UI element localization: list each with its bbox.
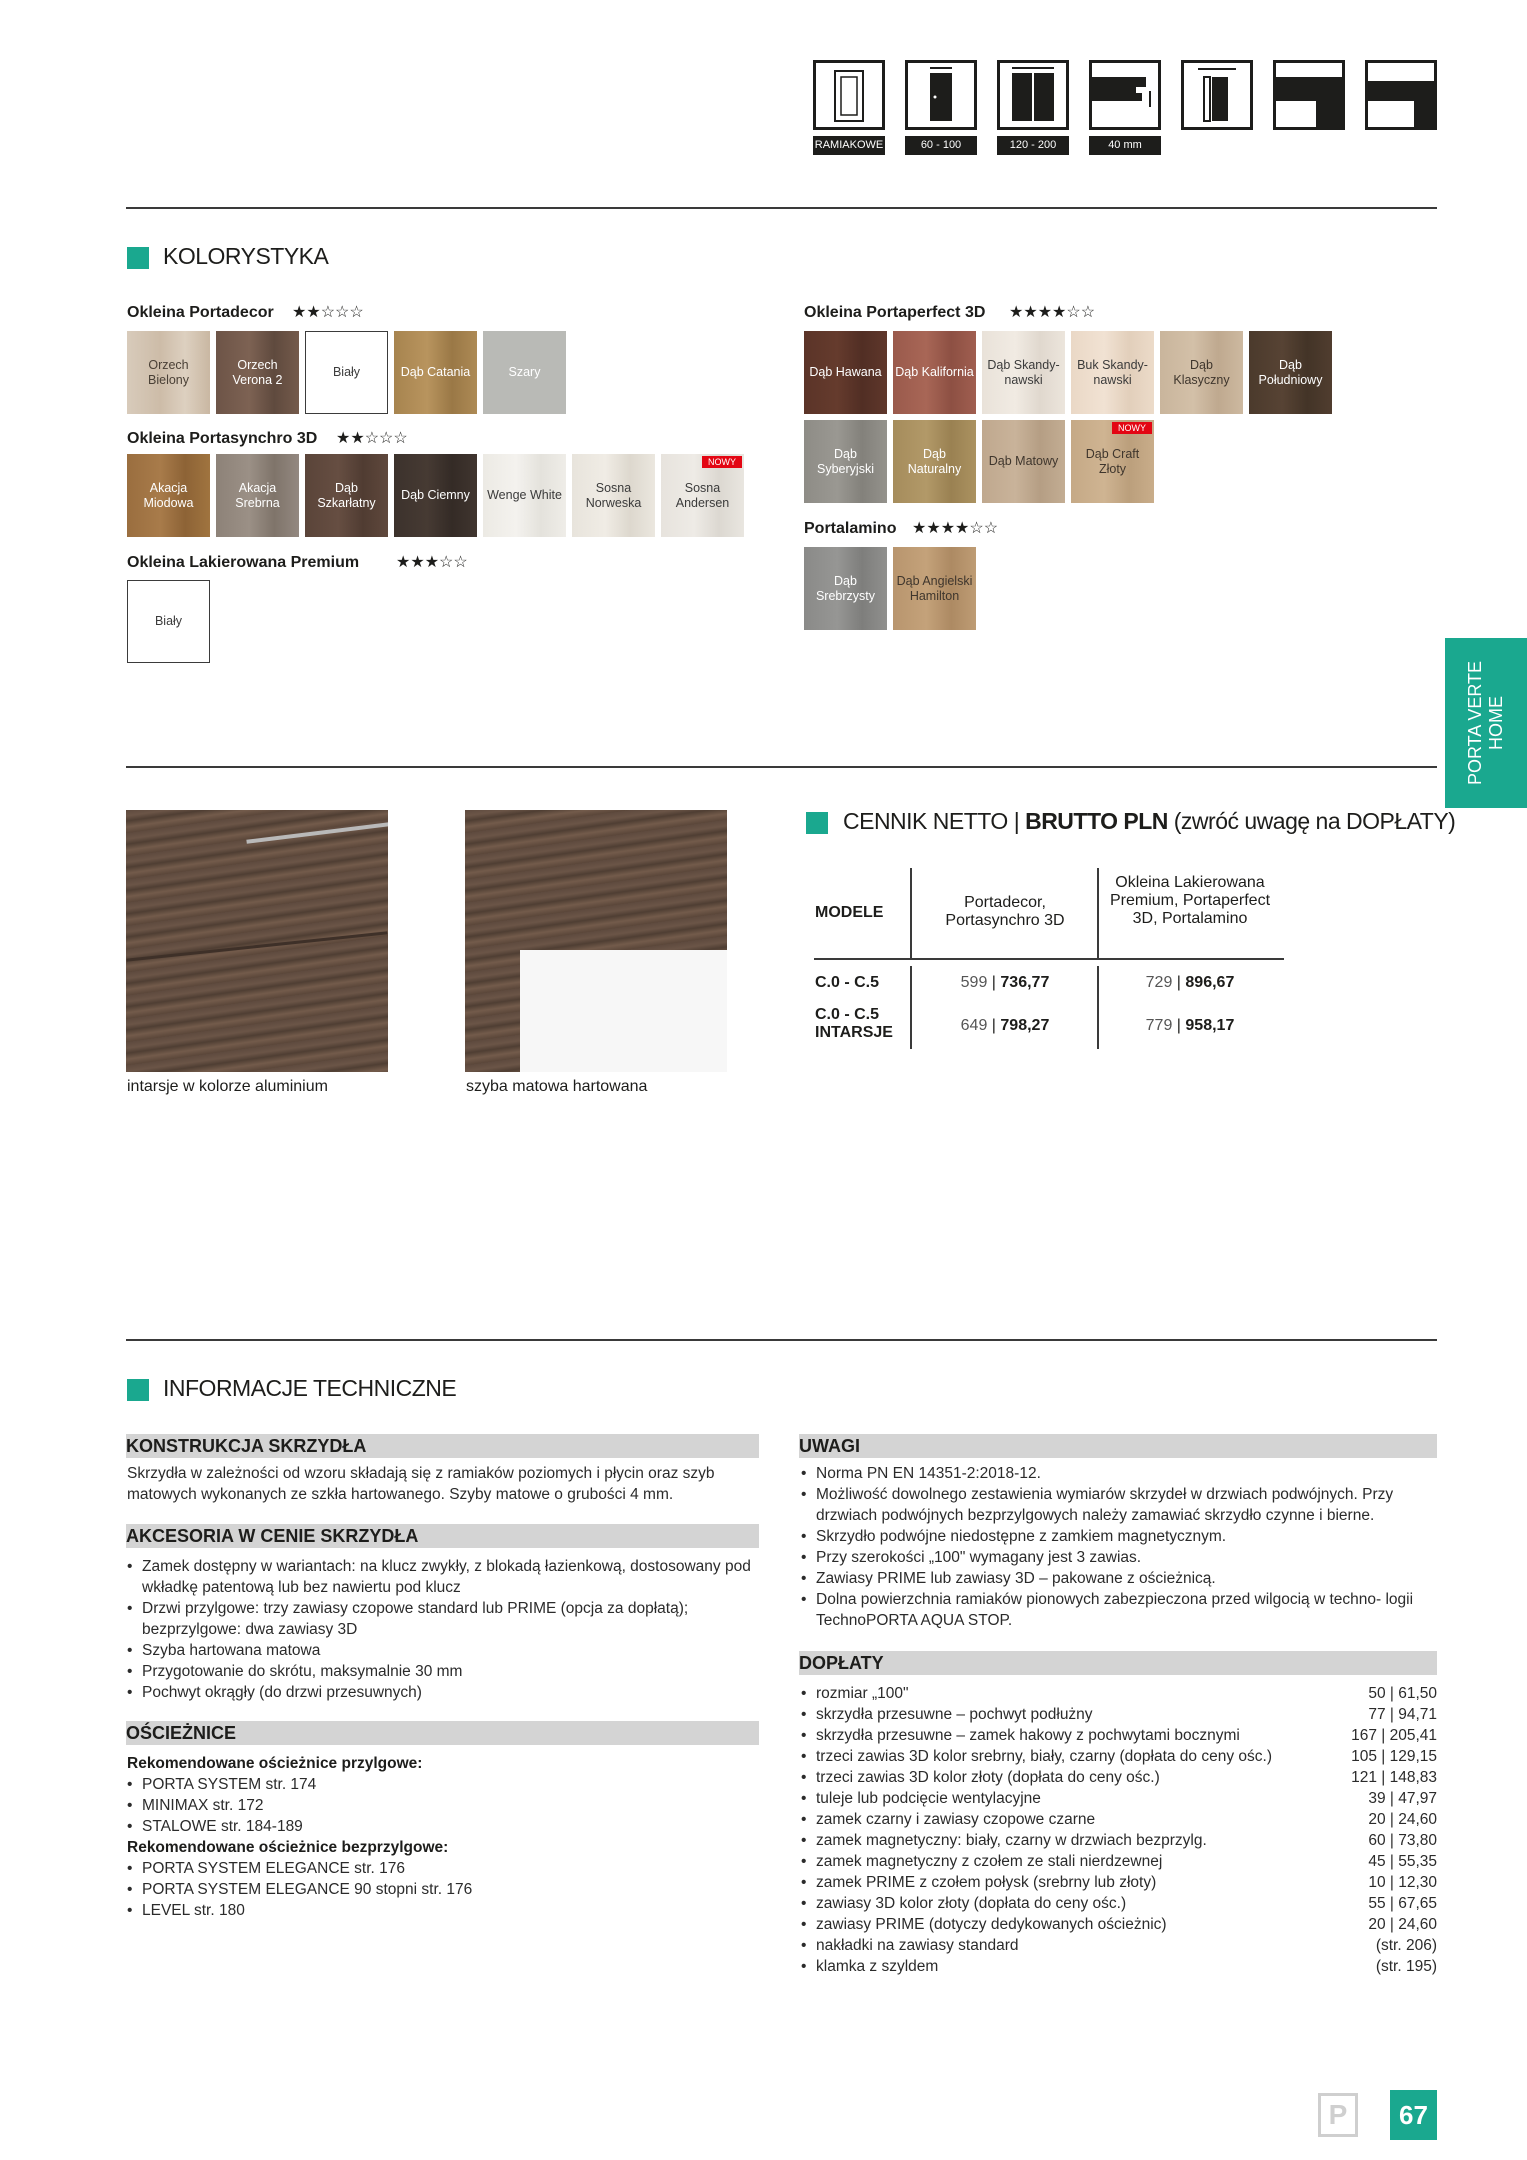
surcharge-price: 121 | 148,83 [1351, 1769, 1437, 1786]
surcharge-label: • zamek PRIME z czołem połysk (srebrny lub złoty) [816, 1874, 1157, 1891]
swatch-sosna-andersen[interactable] [661, 454, 744, 537]
bar-konstrukcja [126, 1434, 759, 1458]
price-netto: 729 [1145, 974, 1173, 991]
bar-label: OŚCIEŻNICE [126, 1723, 237, 1743]
section-title-kolorystyka: KOLORYSTYKA [163, 243, 329, 269]
swatch-label: Dąb Matowy [988, 454, 1059, 468]
surcharge-price: 20 | 24,60 [1368, 1916, 1437, 1933]
group-title-portaperfect: Okleina Portaperfect 3D [804, 304, 986, 321]
price-cell[interactable]: 599 | 736,77 [960, 974, 1050, 991]
section-title-tech: INFORMACJE TECHNICZNE [163, 1375, 457, 1401]
surcharge-price: 55 | 67,65 [1368, 1895, 1437, 1912]
swatch-label: Dąb Szkarłatny [317, 480, 376, 510]
swatch-dab-catania[interactable] [394, 331, 477, 414]
swatch-dab-kalifornia[interactable] [893, 331, 976, 414]
panel-seam [127, 931, 388, 961]
surcharge-row [801, 1683, 1437, 1704]
title-part: (zwróć uwagę na DOPŁATY) [1167, 808, 1456, 834]
surcharge-row[interactable] [801, 1935, 1437, 1956]
bar-label: KONSTRUKCJA SKRZYDŁA [126, 1436, 367, 1456]
surcharge-label: • zawiasy PRIME (dotyczy dedykowanych ościeżnic) [816, 1916, 1167, 1933]
konstrukcja-text: Skrzydła w zależności od wzoru składają się z ramiaków poziomych i płycin oraz szyb matowych wykonanych ze szkła hartowanego. Szyby matowe o grubości 4 mm. [127, 1465, 715, 1503]
oscieznice-sub1: Rekomendowane ościeżnice przylgowe: [127, 1755, 423, 1772]
surcharge-row [801, 1704, 1437, 1725]
surcharge-price: 167 | 205,41 [1351, 1727, 1437, 1744]
rating-stars: ★★★☆☆ [396, 554, 468, 571]
surcharge-row [801, 1893, 1437, 1914]
price-netto: 649 [960, 1017, 988, 1034]
swatch-label: Biały [332, 365, 361, 379]
group-title-lakierowana: Okleina Lakierowana Premium [127, 554, 360, 571]
price-brutto: 958,17 [1185, 1017, 1235, 1034]
swatch-label: Buk Skandy- nawski [1077, 357, 1148, 387]
rating-stars: ★★★★☆☆ [1009, 304, 1096, 321]
row-model: C.0 - C.5 [815, 974, 880, 991]
page-reference[interactable]: (str. 206) [1375, 1937, 1437, 1954]
surcharge-label: • skrzydła przesuwne – zamek hakowy z pochwytami bocznymi [816, 1727, 1240, 1744]
oscieznice-list1 [127, 1774, 727, 1837]
caption-intarsje: intarsje w kolorze aluminium [127, 1078, 328, 1095]
frosted-glass [520, 950, 727, 1072]
section-marker [127, 247, 149, 269]
swatch-szary[interactable] [483, 331, 566, 414]
surcharge-price: 50 | 61,50 [1368, 1685, 1437, 1702]
swatch-label: Dąb Hawana [809, 365, 882, 379]
surcharge-label: • zamek magnetyczny z czołem ze stali nierdzewnej [816, 1853, 1163, 1870]
group-title-portalamino: Portalamino [804, 520, 897, 537]
new-badge: NOWY [702, 456, 742, 468]
surcharge-row[interactable] [801, 1956, 1437, 1977]
rating-stars: ★★☆☆☆ [336, 430, 408, 447]
divider [126, 1339, 1437, 1341]
swatch-orzech-verona[interactable] [216, 331, 299, 414]
table-vline [1097, 868, 1099, 958]
swatch-label: Dąb Angielski Hamilton [896, 573, 973, 603]
swatch-akacja-miodowa[interactable] [127, 454, 210, 537]
caption-szyba: szyba matowa hartowana [466, 1078, 648, 1095]
swatch-label: Akacja Srebrna [235, 480, 280, 510]
surcharge-row [801, 1914, 1437, 1935]
aluminium-inlay [246, 820, 388, 843]
bar-label: AKCESORIA W CENIE SKRZYDŁA [126, 1526, 419, 1546]
section-marker [127, 1379, 149, 1401]
swatch-dab-szkarlatny[interactable] [305, 454, 388, 537]
surcharge-label: • zamek czarny i zawiasy czopowe czarne [816, 1811, 1096, 1828]
list-item[interactable]: • PORTA SYSTEM ELEGANCE str. 176 [127, 1858, 727, 1879]
list-item: • Zamek dostępny w wariantach: na klucz zwykły, z blokadą łazienkową, dostosowany pod wkładkę patentową lub bez nawiertu pod klucz [127, 1556, 757, 1598]
label-ramiakowe: RAMIAKOWE [813, 136, 885, 155]
swatch-sosna-norweska[interactable] [572, 454, 655, 537]
surcharge-label: • rozmiar „100" [816, 1685, 909, 1702]
list-item: • Zawiasy PRIME lub zawiasy 3D – pakowane z ościeżnicą. [801, 1568, 1437, 1589]
group-title-portasynchro: Okleina Portasynchro 3D [127, 430, 318, 447]
swatch-label: Szary [508, 365, 541, 379]
swatch-dab-naturalny[interactable] [893, 420, 976, 503]
swatch-dab-skandynawski[interactable] [982, 331, 1065, 414]
rating-stars: ★★★★☆☆ [912, 520, 999, 537]
list-item: • Norma PN EN 14351-2:2018-12. [801, 1463, 1437, 1484]
table-hline [814, 958, 1284, 960]
surcharge-row [801, 1725, 1437, 1746]
surcharge-price: 77 | 94,71 [1368, 1706, 1437, 1723]
divider [126, 766, 1437, 768]
list-item[interactable]: • PORTA SYSTEM ELEGANCE 90 stopni str. 176 [127, 1879, 727, 1900]
uwagi-list [801, 1463, 1437, 1631]
photo-intarsje [126, 810, 388, 1072]
list-item: • Dolna powierzchnia ramiaków pionowych zabezpieczona przed wilgocią w techno- logii TechnoPORTA AQUA STOP. [801, 1589, 1437, 1631]
surcharge-label: • skrzydła przesuwne – pochwyt podłużny [816, 1706, 1093, 1723]
divider [126, 207, 1437, 209]
swatch-orzech-bielony[interactable] [127, 331, 210, 414]
swatch-label: Dąb Srebrzysty [815, 573, 876, 603]
swatch-buk-skandynawski[interactable] [1071, 331, 1154, 414]
oscieznice-sub2: Rekomendowane ościeżnice bezprzylgowe: [127, 1839, 449, 1856]
surcharge-price: 39 | 47,97 [1368, 1790, 1437, 1807]
section-title-cennik [843, 808, 1455, 835]
swatch-label: Dąb Craft Złoty [1085, 446, 1140, 476]
col-header-2: Okleina Lakierowana Premium, Portaperfect 3D, Portalamino [1109, 874, 1271, 927]
list-item: • Drzwi przylgowe: trzy zawiasy czopowe standard lub PRIME (opcja za dopłatą); bezprzylgowe: dwa zawiasy 3D [127, 1598, 757, 1640]
section-marker [806, 812, 828, 834]
row-model: C.0 - C.5 INTARSJE [815, 1006, 893, 1041]
swatch-label: Dąb Klasyczny [1173, 357, 1230, 387]
swatch-label: Dąb Syberyjski [817, 446, 874, 476]
swatch-label: Orzech Verona 2 [232, 357, 283, 387]
swatch-dab-hawana[interactable] [804, 331, 887, 414]
bar-label: DOPŁATY [799, 1653, 884, 1673]
price-brutto: 896,67 [1185, 974, 1235, 991]
swatch-dab-ciemny[interactable] [394, 454, 477, 537]
swatch-label: Biały [154, 614, 183, 628]
swatch-wenge-white[interactable] [483, 454, 566, 537]
list-item[interactable]: • LEVEL str. 180 [127, 1900, 727, 1921]
swatch-bialy-lakier[interactable] [127, 580, 210, 663]
price-netto: 779 [1145, 1017, 1173, 1034]
swatch-akacja-srebrna[interactable] [216, 454, 299, 537]
porta-logo-icon: P [1318, 2093, 1358, 2137]
group-title-portadecor: Okleina Portadecor [127, 304, 274, 321]
page-reference[interactable]: (str. 195) [1375, 1958, 1437, 1975]
bar-doplaty [799, 1651, 1437, 1675]
title-part: CENNIK NETTO | [843, 808, 1026, 834]
surcharge-price: 105 | 129,15 [1351, 1748, 1437, 1765]
label-double-width: 120 - 200 [997, 136, 1069, 155]
bar-oscieznice [126, 1721, 759, 1745]
swatch-label: Orzech Bielony [148, 357, 189, 387]
doplaty-list [801, 1683, 1437, 1977]
swatch-label: Dąb Naturalny [907, 446, 962, 476]
surcharge-price: 45 | 55,35 [1368, 1853, 1437, 1870]
col-header-models: MODELE [815, 904, 884, 921]
swatch-label: Dąb Catania [400, 365, 471, 379]
swatch-dab-matowy[interactable] [982, 420, 1065, 503]
swatch-dab-klasyczny[interactable] [1160, 331, 1243, 414]
surcharge-label: • tuleje lub podcięcie wentylacyjne [816, 1790, 1041, 1807]
list-item: • Przy szerokości „100" wymagany jest 3 zawias. [801, 1547, 1437, 1568]
price-brutto: 798,27 [1000, 1017, 1050, 1034]
surcharge-label: • trzeci zawias 3D kolor złoty (dopłata do ceny ośc.) [816, 1769, 1160, 1786]
surcharge-row [801, 1851, 1437, 1872]
swatch-dab-poludniowy[interactable] [1249, 331, 1332, 414]
swatch-label: Sosna Norweska [585, 480, 642, 510]
table-vline [910, 868, 912, 958]
surcharge-row [801, 1809, 1437, 1830]
surcharge-price: 60 | 73,80 [1368, 1832, 1437, 1849]
swatch-dab-syberyjski[interactable] [804, 420, 887, 503]
swatch-dab-srebrzysty[interactable] [804, 547, 887, 630]
list-item[interactable]: • STALOWE str. 184-189 [127, 1816, 727, 1837]
table-vline [1097, 966, 1099, 1049]
frame-door-icon [813, 60, 885, 130]
swatch-bialy[interactable] [305, 331, 388, 414]
label-thickness: 40 mm [1089, 136, 1161, 155]
flush-frame-icon [1365, 60, 1437, 130]
list-item: • Szyba hartowana matowa [127, 1640, 757, 1661]
bar-uwagi [799, 1434, 1437, 1458]
surcharge-row [801, 1788, 1437, 1809]
swatch-dab-angielski-hamilton[interactable] [893, 547, 976, 630]
page-number: 67 [1390, 2090, 1437, 2140]
list-item[interactable]: • PORTA SYSTEM str. 174 [127, 1774, 727, 1795]
price-cell[interactable]: 649 | 798,27 [960, 1017, 1050, 1034]
title-part-bold: BRUTTO PLN [1025, 808, 1168, 834]
surcharge-label: • trzeci zawias 3D kolor srebrny, biały, czarny (dopłata do ceny ośc.) [816, 1748, 1272, 1765]
swatch-dab-craft-zloty[interactable] [1071, 420, 1154, 503]
surcharge-label: • zamek magnetyczny: biały, czarny w drzwiach bezprzylg. [816, 1832, 1207, 1849]
list-item: • Przygotowanie do skrótu, maksymalnie 30 mm [127, 1661, 757, 1682]
list-item: • Możliwość dowolnego zestawienia wymiarów skrzydeł w drzwiach podwójnych. Przy drzwiach podwójnych bezprzylgowych należy zamawiać skrzydło czynne i bierne. [801, 1484, 1437, 1526]
akcesoria-list [127, 1556, 757, 1703]
swatch-label: Dąb Ciemny [401, 488, 470, 502]
surcharge-row [801, 1767, 1437, 1788]
swatch-label: Dąb Południowy [1258, 357, 1323, 387]
label-single-width: 60 - 100 [905, 136, 977, 155]
bar-akcesoria [126, 1524, 759, 1548]
surcharge-row [801, 1830, 1437, 1851]
swatch-label: Wenge White [487, 488, 562, 502]
rating-stars: ★★☆☆☆ [292, 304, 364, 321]
photo-szyba [465, 810, 727, 1072]
rebated-frame-icon [1273, 60, 1345, 130]
price-brutto: 736,77 [1000, 974, 1050, 991]
surcharge-label: • klamka z szyldem [816, 1958, 939, 1975]
swatch-label: Dąb Kalifornia [895, 365, 974, 379]
surcharge-price: 20 | 24,60 [1368, 1811, 1437, 1828]
sliding-door-icon [1181, 60, 1253, 130]
new-badge: NOWY [1112, 422, 1152, 434]
swatch-label: Dąb Skandy- nawski [987, 357, 1060, 387]
surcharge-row [801, 1746, 1437, 1767]
bar-label: UWAGI [799, 1436, 860, 1456]
surcharge-label: • nakładki na zawiasy standard [816, 1937, 1019, 1954]
single-door-width-icon [905, 60, 977, 130]
surcharge-price: 10 | 12,30 [1368, 1874, 1437, 1891]
list-item: • Pochwyt okrągły (do drzwi przesuwnych) [127, 1682, 757, 1703]
price-netto: 599 [960, 974, 988, 991]
swatch-label: Akacja Miodowa [143, 480, 194, 510]
col-header-1: Portadecor, Portasynchro 3D [945, 894, 1065, 929]
list-item: • Skrzydło podwójne niedostępne z zamkiem magnetycznym. [801, 1526, 1437, 1547]
price-cell[interactable]: 779 | 958,17 [1145, 1017, 1235, 1034]
side-tab-label: PORTA VERTE HOME [1465, 660, 1506, 786]
oscieznice-list2 [127, 1858, 727, 1921]
door-thickness-icon [1089, 60, 1161, 130]
list-item[interactable]: • MINIMAX str. 172 [127, 1795, 727, 1816]
swatch-label: Sosna Andersen [675, 480, 730, 510]
surcharge-row [801, 1872, 1437, 1893]
surcharge-label: • zawiasy 3D kolor złoty (dopłata do ceny ośc.) [816, 1895, 1127, 1912]
table-vline [910, 966, 912, 1049]
double-door-width-icon [997, 60, 1069, 130]
price-cell[interactable]: 729 | 896,67 [1145, 974, 1235, 991]
